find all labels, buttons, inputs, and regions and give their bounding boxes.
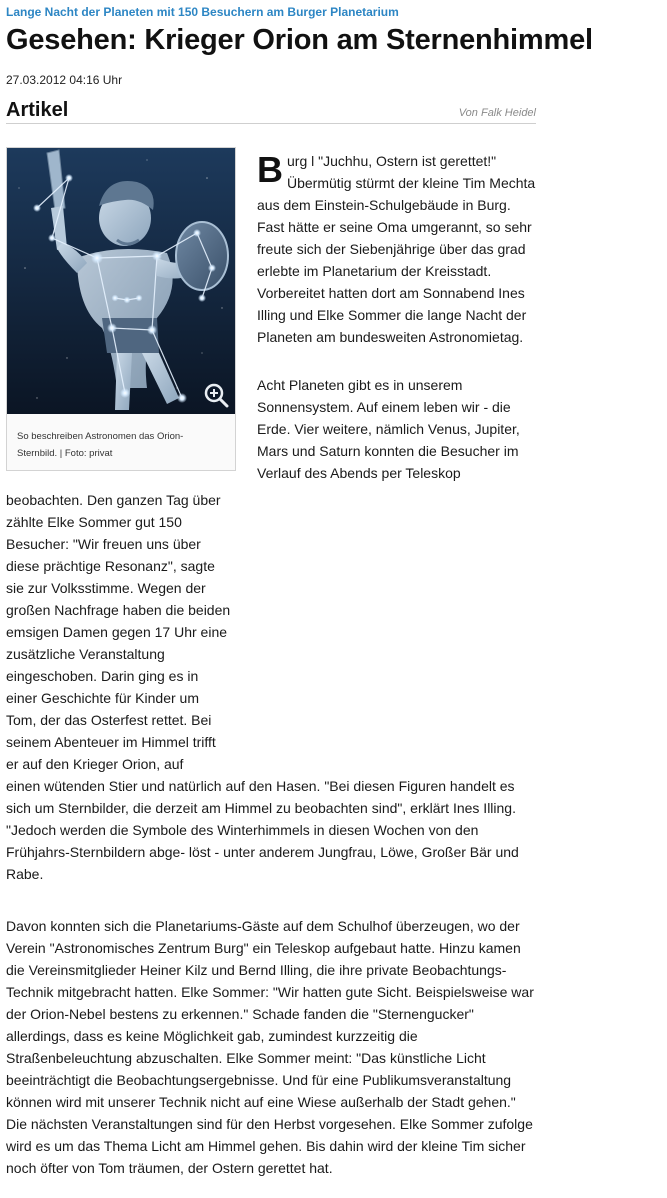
section-title: Artikel [6,99,69,121]
paragraph-3-part-1: beobachten. Den ganzen Tag über zählte Elke Sommer gut 150 Besucher: "Wir freuen uns über diese prächtige Resonanz", sagte sie zur Volksstimme. Wegen der großen Nachfrage haben die beiden emsigen Damen gegen 17 Uhr eine zusätzliche Veranstaltung eingeschoben. Darin ging es in einer Geschichte für Kinder um Tom, der das Osterfest rettet. Bei seinem Abenteuer im Himmel trifft er auf den Krieger Orion, auf [6,492,231,772]
caption-line-1: So beschreiben Astronomen das Orion- [17,431,184,442]
caption-line-2: Sternbild. | Foto: privat [17,448,113,459]
magnifier-plus-icon[interactable] [203,382,229,408]
author-byline: Von Falk Heidel [458,107,536,119]
orion-illustration[interactable] [7,148,235,414]
orion-constellation-image [7,148,235,414]
paragraph-1-text: urg l "Juchhu, Ostern ist gerettet!" Übermütig stürmt der kleine Tim Mechta aus dem Einstein-Schulgebäude in Burg. Fast hätte er seine Oma umgerannt, so sehr freute sich der Siebenjährige über das grad erlebte im Planetarium der Kreisstadt. Vorbereitet hatten dort am Sonnabend Ines Illing und Elke Sommer die lange Nacht der Planeten am bundesweiten Astronomietag. [257,153,536,345]
article-figure[interactable] [6,147,236,471]
figure-caption [17,428,227,462]
article-date: 27.03.2012 04:16 Uhr [6,73,123,87]
drop-cap: B [257,149,283,190]
article-headline: Gesehen: Krieger Orion am Sternenhimmel [6,24,593,56]
paragraph-2 [257,374,537,484]
paragraph-1 [257,150,537,348]
paragraph-3-part-2: einen wütenden Stier und natürlich auf den Hasen. "Bei diesen Figuren handelt es sich um Sternbilder, die derzeit am Himmel zu beobachten sind", erklärt Ines Illing. "Jedoch werden die Symbole des Winterhimmels in diesen Wochen von den Frühjahrs-Sternbildern abge- löst - unter anderem Jungfrau, Löwe, Großer Bär und Rabe. [6,778,519,882]
article-kicker: Lange Nacht der Planeten mit 150 Besuchern am Burger Planetarium [6,5,399,19]
paragraph-2-text: Acht Planeten gibt es in unserem Sonnensystem. Auf einem leben wir - die Erde. Vier weitere, nämlich Venus, Jupiter, Mars und Saturn konnten die Besucher im Verlauf des Abends per Teleskop [257,377,520,481]
paragraph-4: Davon konnten sich die Planetariums-Gäste auf dem Schulhof überzeugen, wo der Verein "Astronomisches Zentrum Burg" ein Teleskop aufgebaut hatte. Hinzu kamen die Vereinsmitglieder Heiner Kilz und Bernd Illing, die ihre private Beobachtungs-Technik mitgebracht hatten. Elke Sommer: "Wir hatten gute Sicht. Beispielsweise war der Orion-Nebel bestens zu erkennen." Schade fanden die "Sternengucker" allerdings, dass es keine Möglichkeit gab, zumindest kurzzeitig die Straßenbeleuchtung abzuschalten. Elke Sommer meint: "Das künstliche Licht beeinträchtigt die Beobachtungsergebnisse. Und für eine Publikumsveranstaltung können wird mit unserer Technik nicht auf eine Wiese außerhalb der Stadt gehen." Die nächsten Veranstaltungen sind für den Herbst vorgesehen. Elke Sommer zufolge wird es um das Thema Licht am Himmel gehen. Bis dahin wird der kleine Tim sicher noch öfter von Tom träumen, der Ostern gerettet hat. [6,918,534,1176]
section-header [6,99,536,124]
